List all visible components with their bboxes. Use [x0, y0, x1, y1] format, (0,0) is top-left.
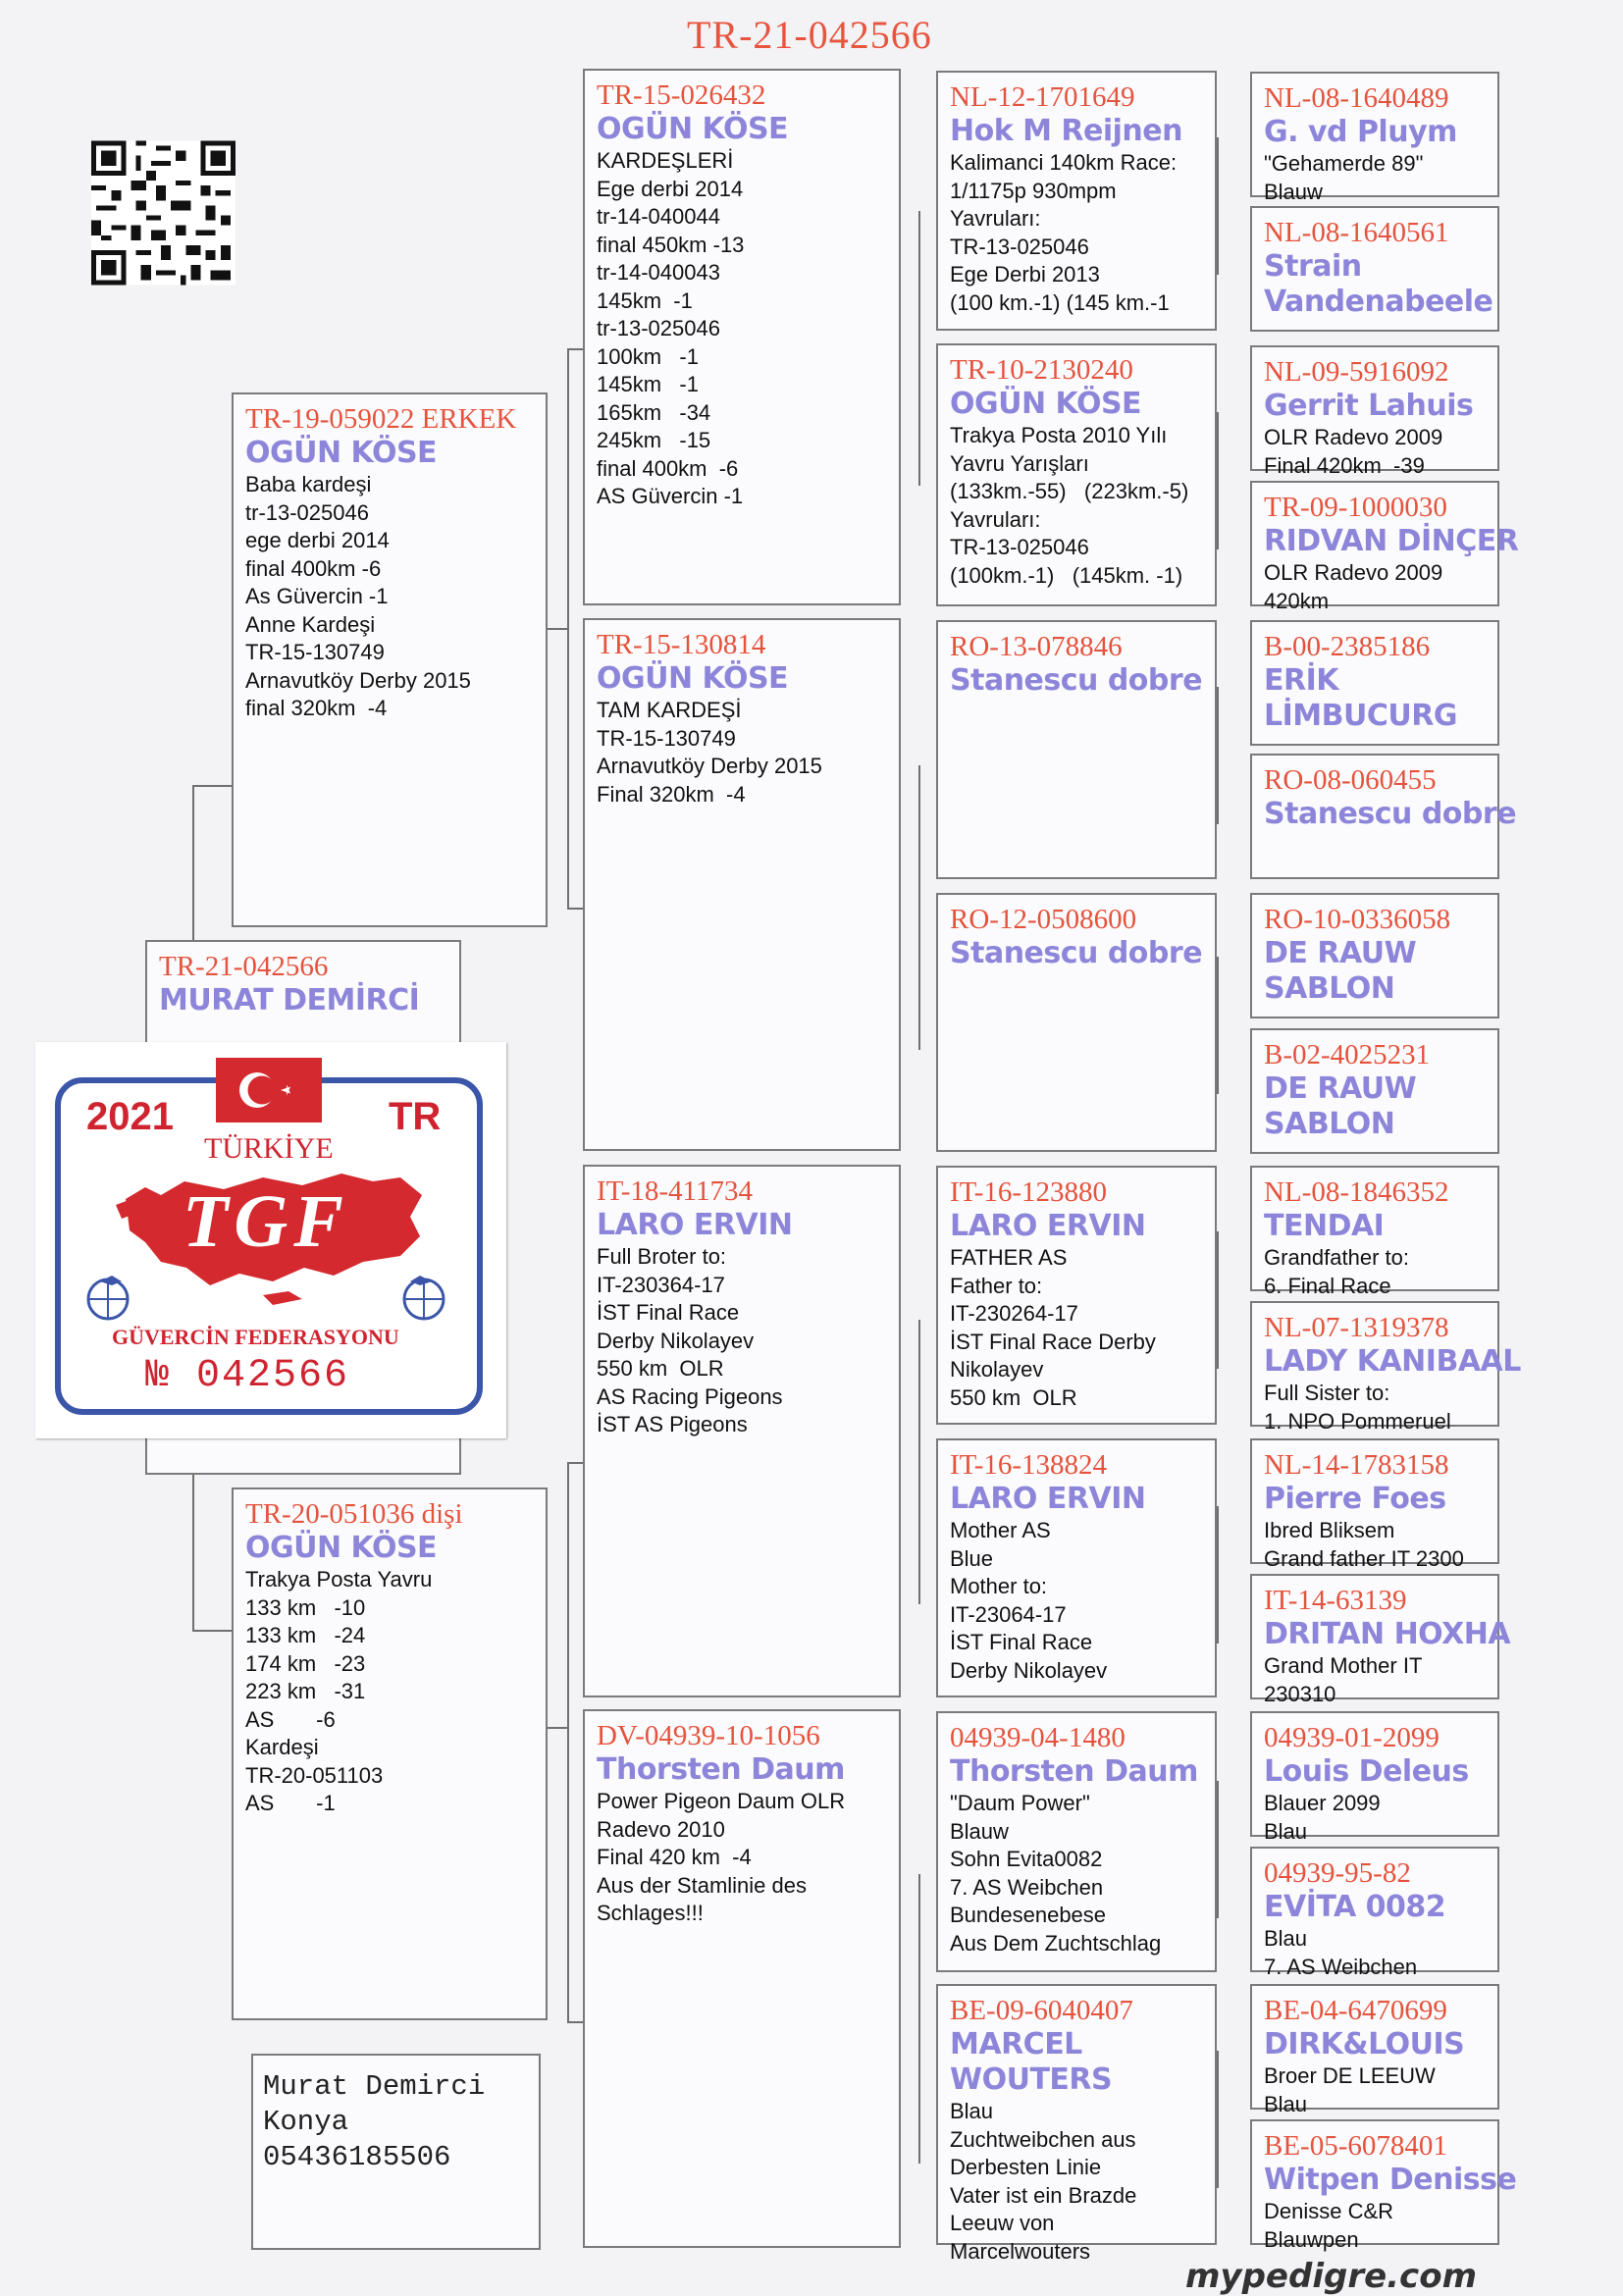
- connector-line: [1217, 957, 1219, 1094]
- owner-name: LARO ERVIN: [950, 1482, 1146, 1516]
- ring-number: RO-08-060455: [1264, 764, 1437, 796]
- connector-line: [192, 785, 234, 787]
- ring-number: BE-09-6040407: [950, 1995, 1133, 2026]
- contact-city: Konya: [263, 2106, 349, 2138]
- owner-name: RIDVAN DİNÇER: [1264, 524, 1519, 558]
- great-grandparent-card[interactable]: [936, 1711, 1217, 1972]
- owner-name: LADY KANIBAAL: [1264, 1344, 1521, 1379]
- owner-name: OGÜN KÖSE: [597, 112, 789, 146]
- ancestor-card[interactable]: [1250, 620, 1499, 746]
- connector-line: [918, 211, 920, 486]
- ancestor-card[interactable]: [1250, 481, 1519, 613]
- owner-name: Strain Vandenabeele: [1264, 249, 1493, 319]
- ancestor-card[interactable]: [1250, 1166, 1499, 1298]
- ring-number: 04939-01-2099: [1264, 1722, 1440, 1753]
- ring-number: B-00-2385186: [1264, 631, 1431, 662]
- owner-name: OGÜN KÖSE: [597, 661, 789, 696]
- badge-country-code: TR: [389, 1095, 442, 1138]
- owner-name: DRITAN HOXHA: [1264, 1617, 1511, 1651]
- connector-line: [1217, 2051, 1219, 2188]
- owner-name: MURAT DEMİRCİ: [159, 983, 420, 1018]
- owner-name: LARO ERVIN: [597, 1208, 793, 1242]
- ring-number: RO-10-0336058: [1264, 904, 1451, 935]
- pigeon-info: Grand Mother IT 230310: [1264, 1653, 1423, 1706]
- pigeon-info: Baba kardeşi tr-13-025046 ege derbi 2014 final 400km -6 As Güvercin -1 Anne Kardeşi TR-15-130749 Arnavutköy Derby 2015 final 320km -4: [245, 472, 471, 720]
- ancestor-card[interactable]: [1250, 206, 1499, 332]
- grandparent-card[interactable]: [583, 1165, 901, 1697]
- contact-phone: 05436185506: [263, 2141, 451, 2173]
- pigeon-info: Broer DE LEEUW Blau: [1264, 2063, 1436, 2116]
- great-grandparent-card[interactable]: [936, 1166, 1217, 1425]
- grandparent-card[interactable]: [583, 69, 901, 605]
- pigeon-info: Full Broter to: IT-230364-17 İST Final Race Derby Nikolayev 550 km OLR AS Racing Pigeons İST AS Pigeons: [597, 1244, 783, 1436]
- badge-year: 2021: [86, 1095, 174, 1138]
- ring-number: NL-07-1319378: [1264, 1312, 1449, 1343]
- turkish-flag-icon: [216, 1058, 322, 1122]
- pigeon-info: "Daum Power" Blauw Sohn Evita0082 7. AS Weibchen Bundesenebese Aus Dem Zuchtschlag: [950, 1791, 1162, 1956]
- owner-name: Witpen Denisse: [1264, 2163, 1517, 2197]
- owner-name: OGÜN KÖSE: [245, 1531, 438, 1565]
- pigeon-info: KARDEŞLERİ Ege derbi 2014 tr-14-040044 final 450km -13 tr-14-040043 145km -1 tr-13-025046 100km -1 145km -1 165km -34 245km -15 final 400km -6 AS Güvercin -1: [597, 148, 745, 508]
- connector-line: [1217, 1231, 1219, 1369]
- ring-number: DV-04939-10-1056: [597, 1720, 820, 1751]
- pigeon-info: FATHER AS Father to: IT-230264-17 İST Final Race Derby Nikolayev 550 km OLR: [950, 1245, 1156, 1410]
- ring-number: 04939-04-1480: [950, 1722, 1126, 1753]
- great-grandparent-card[interactable]: [936, 1438, 1217, 1697]
- ancestor-card[interactable]: [1250, 2119, 1517, 2252]
- pigeon-info: Blau 7. AS Weibchen: [1264, 1926, 1418, 1979]
- pigeon-info: TAM KARDEŞİ TR-15-130749 Arnavutköy Derby 2015 Final 320km -4: [597, 698, 822, 807]
- ring-number: RO-12-0508600: [950, 904, 1137, 935]
- badge-federation: GÜVERCİN FEDERASYONU: [112, 1325, 399, 1349]
- grandparent-card[interactable]: [583, 1709, 901, 2248]
- owner-name: Pierre Foes: [1264, 1482, 1446, 1516]
- pigeon-info: "Gehamerde 89" Blauw: [1264, 151, 1424, 204]
- connector-line: [1217, 1506, 1219, 1644]
- ring-number: 04939-95-82: [1264, 1857, 1411, 1889]
- owner-name: Stanescu dobre: [950, 663, 1203, 698]
- pigeon-info: Mother AS Blue Mother to: IT-23064-17 İST Final Race Derby Nikolayev: [950, 1518, 1108, 1683]
- pigeon-info: Denisse C&R Blauwpen: [1264, 2199, 1394, 2252]
- owner-name: G. vd Pluym: [1264, 115, 1457, 149]
- owner-name: OGÜN KÖSE: [245, 436, 438, 470]
- contact-name: Murat Demirci: [263, 2070, 486, 2103]
- ring-number: TR-20-051036 dişi: [245, 1498, 463, 1530]
- ring-number: BE-04-6470699: [1264, 1995, 1447, 2026]
- ring-number: TR-15-130814: [597, 629, 766, 660]
- pigeon-info: Kalimanci 140km Race: 1/1175p 930mpm Yavruları: TR-13-025046 Ege Derbi 2013 (100 km.-1) (145 km.-1: [950, 150, 1178, 315]
- ancestor-card[interactable]: [1250, 1711, 1499, 1844]
- great-grandparent-card[interactable]: [936, 71, 1217, 331]
- connector-line: [1217, 412, 1219, 549]
- ring-number: IT-16-123880: [950, 1176, 1108, 1208]
- ancestor-card[interactable]: [1250, 1028, 1499, 1154]
- great-grandparent-card[interactable]: [936, 1984, 1217, 2264]
- ring-number: TR-09-1000030: [1264, 492, 1447, 523]
- owner-name: ERİK LİMBUCURG: [1264, 663, 1457, 733]
- connector-line: [192, 1630, 234, 1632]
- great-grandparent-card[interactable]: [936, 343, 1217, 606]
- connector-line: [546, 1727, 569, 1729]
- ring-number: BE-05-6078401: [1264, 2130, 1447, 2162]
- connector-line: [1217, 137, 1219, 275]
- ring-number: IT-18-411734: [597, 1175, 753, 1207]
- sire-card[interactable]: [232, 392, 548, 927]
- great-grandparent-card[interactable]: [936, 620, 1217, 879]
- connector-line: [546, 628, 569, 630]
- ancestor-card[interactable]: [1250, 1574, 1511, 1706]
- connector-line: [1217, 1781, 1219, 1918]
- owner-name: Stanescu dobre: [950, 936, 1203, 970]
- ring-number: NL-09-5916092: [1264, 356, 1449, 388]
- pigeon-info: OLR Radevo 2009 420km: [1264, 560, 1443, 613]
- dam-card[interactable]: [232, 1487, 548, 2020]
- ring-number: NL-12-1701649: [950, 81, 1135, 113]
- federation-badge: [35, 1042, 506, 1438]
- site-watermark: mypedigre.com: [1185, 2257, 1478, 2296]
- owner-name: DIRK&LOUIS: [1264, 2027, 1465, 2061]
- owner-name: Thorsten Daum: [597, 1752, 845, 1787]
- owner-name: TENDAI: [1264, 1209, 1385, 1243]
- ring-number: NL-08-1846352: [1264, 1176, 1449, 1208]
- ancestor-card[interactable]: [1250, 1438, 1499, 1571]
- ancestor-card[interactable]: [1250, 754, 1517, 879]
- pigeon-info: Ibred Bliksem Grand father IT 2300: [1264, 1518, 1464, 1571]
- owner-name: DE RAUW SABLON: [1264, 936, 1417, 1006]
- ring-number: NL-08-1640561: [1264, 217, 1449, 248]
- globe-pigeon-icon: [82, 1272, 133, 1323]
- connector-line: [918, 1874, 920, 2164]
- ring-number: TR-21-042566: [159, 951, 329, 982]
- ring-number: NL-14-1783158: [1264, 1449, 1449, 1481]
- owner-name: EVİTA 0082: [1264, 1890, 1446, 1924]
- connector-line: [918, 765, 920, 1050]
- ring-number: IT-16-138824: [950, 1449, 1108, 1481]
- owner-name: Thorsten Daum: [950, 1754, 1198, 1789]
- ring-number: TR-15-026432: [597, 79, 766, 111]
- pigeon-info: Blauer 2099 Blau: [1264, 1791, 1381, 1844]
- owner-name: Hok M Reijnen: [950, 114, 1182, 148]
- page-title: TR-21-042566: [687, 13, 932, 57]
- ancestor-card[interactable]: [1250, 72, 1499, 204]
- ring-number: NL-08-1640489: [1264, 82, 1449, 114]
- owner-name: Stanescu dobre: [1264, 797, 1517, 831]
- badge-brand: TGF: [183, 1180, 349, 1263]
- pigeon-info: Trakya Posta Yavru 133 km -10 133 km -24 174 km -23 223 km -31 AS -6 Kardeşi TR-20-051103 AS -1: [245, 1567, 433, 1815]
- ring-number: TR-19-059022 ERKEK: [245, 403, 517, 435]
- ancestor-card[interactable]: [1250, 1847, 1499, 1979]
- pigeon-info: Trakya Posta 2010 Yılı Yavru Yarışları (133km.-55) (223km.-5) Yavruları: TR-13-025046 (100km.-1) (145km. -1): [950, 423, 1189, 588]
- connector-line: [1217, 687, 1219, 824]
- owner-name: LARO ERVIN: [950, 1209, 1146, 1243]
- pigeon-info: Grandfather to: 6. Final Race: [1264, 1245, 1409, 1298]
- ring-number: TR-10-2130240: [950, 354, 1133, 386]
- owner-name: MARCEL WOUTERS: [950, 2027, 1113, 2097]
- ring-number: IT-14-63139: [1264, 1585, 1407, 1616]
- owner-name: DE RAUW SABLON: [1264, 1071, 1417, 1141]
- ancestor-card[interactable]: [1250, 1301, 1521, 1434]
- ring-number: B-02-4025231: [1264, 1039, 1431, 1070]
- pigeon-info: Blau Zuchtweibchen aus Derbesten Linie Vater ist ein Brazde Leeuw von Marcelwouters: [950, 2099, 1137, 2264]
- badge-country: TÜRKİYE: [204, 1132, 334, 1165]
- great-grandparent-card[interactable]: [936, 893, 1217, 1152]
- badge-number: № 042566: [145, 1354, 350, 1398]
- owner-name: Louis Deleus: [1264, 1754, 1469, 1789]
- connector-line: [918, 1320, 920, 1604]
- pigeon-info: Full Sister to: 1. NPO Pommeruel: [1264, 1381, 1451, 1434]
- pigeon-info: Power Pigeon Daum OLR Radevo 2010 Final 420 km -4 Aus der Stamlinie des Schlages!!!: [597, 1789, 846, 1925]
- pigeon-info: OLR Radevo 2009 Final 420km -39: [1264, 425, 1443, 478]
- connector-line: [567, 1462, 569, 2021]
- owner-name: OGÜN KÖSE: [950, 387, 1142, 421]
- ancestor-card[interactable]: [1250, 345, 1499, 478]
- owner-contact: [251, 2054, 541, 2250]
- grandparent-card[interactable]: [583, 618, 901, 1151]
- ring-number: RO-13-078846: [950, 631, 1123, 662]
- ancestor-card[interactable]: [1250, 893, 1499, 1018]
- qr-code-icon: [91, 134, 236, 291]
- ancestor-card[interactable]: [1250, 1984, 1499, 2116]
- owner-name: Gerrit Lahuis: [1264, 389, 1474, 423]
- globe-pigeon-icon: [398, 1272, 449, 1323]
